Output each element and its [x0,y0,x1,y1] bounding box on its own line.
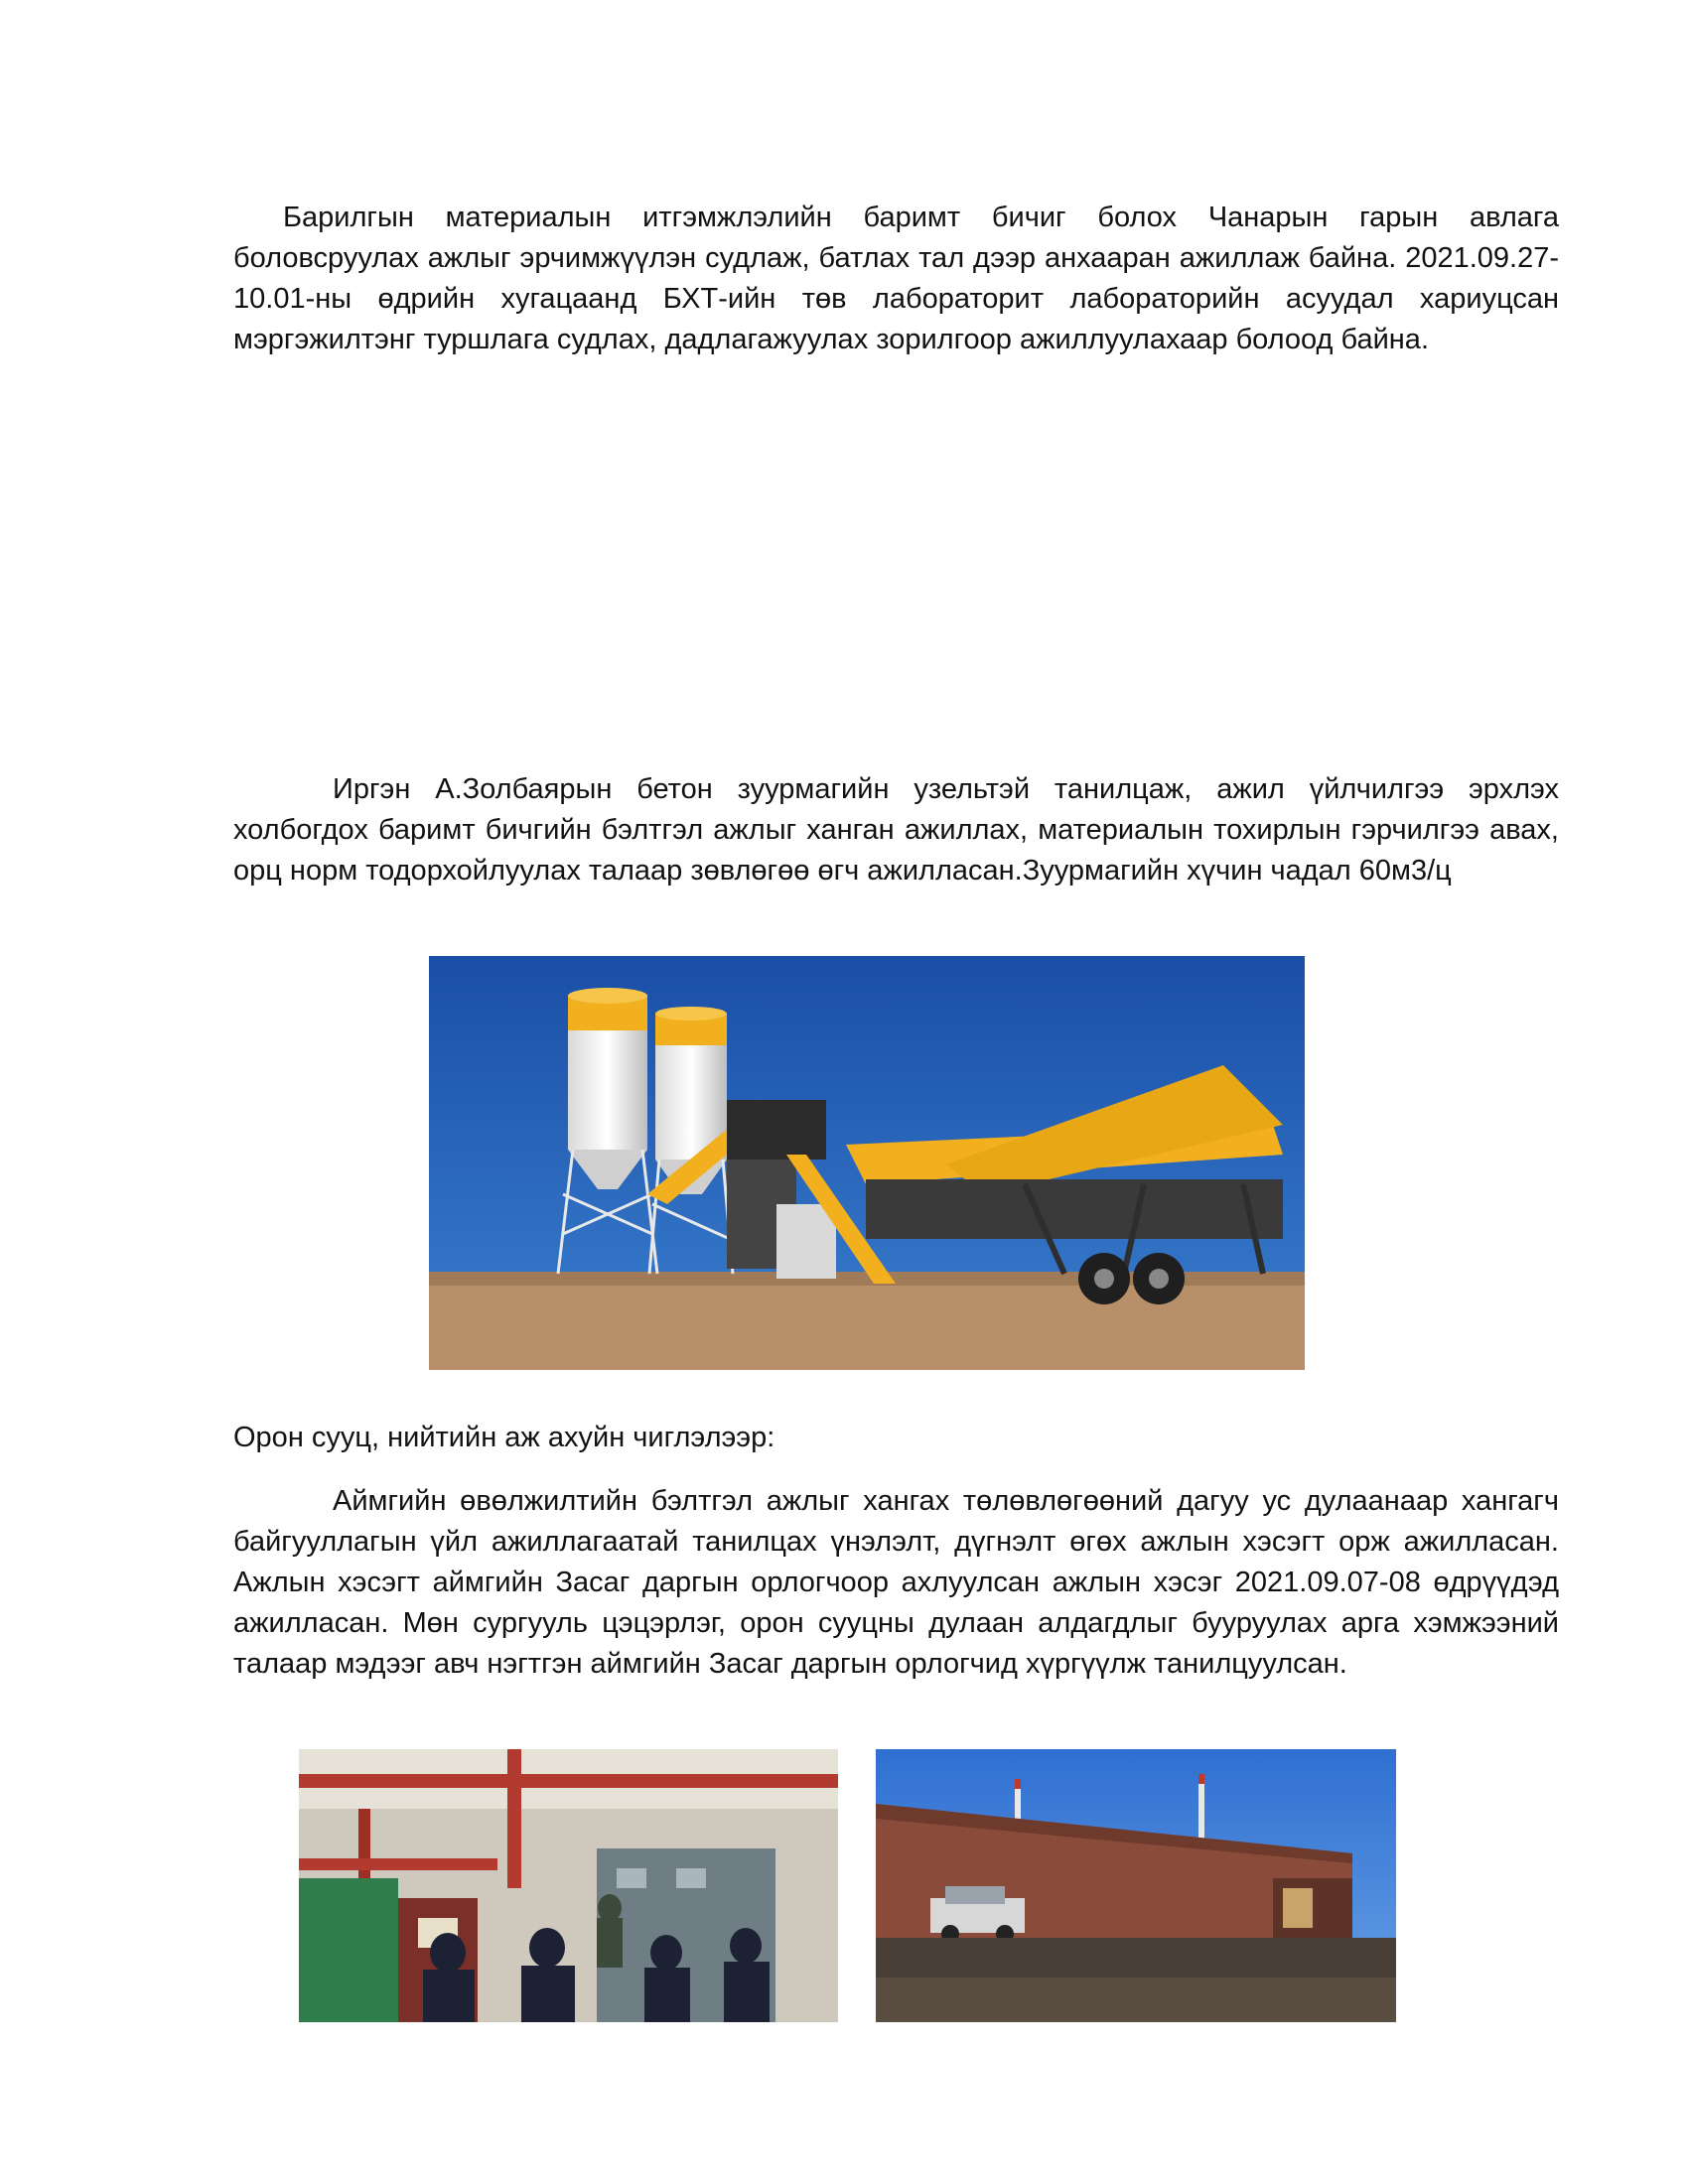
concrete-plant-photo [429,956,1305,1370]
section-heading-housing: Орон сууц, нийтийн аж ахуйн чиглэлээр: [233,1422,775,1453]
boiler-room-photo [299,1749,838,2022]
paragraph-quality-manual: Барилгын материалын итгэмжлэлийн баримт бичиг болох Чанарын гарын авлага боловсруулах ажлыг эрчимжүүлэн судлаж, батлах тал дээр анхааран ажиллаж байна. 2021.09.27-10.01-ны өдрийн хугацаанд БХТ-ийн төв лабораторит лабораторийн асуудал хариуцсан мэргэжилтэнг туршлага судлах, дадлагажуулах зорилгоор ажиллуулахаар болоод байна. [233,202,1559,355]
boiler-building-photo [876,1749,1396,2022]
paragraph-concrete-plant: Иргэн А.Золбаярын бетон зуурмагийн узельтэй танилцаж, ажил үйлчилгээ эрхлэх холбогдох баримт бичгийн бэлтгэл ажлыг ханган ажиллах, материалын тохирлын гэрчилгээ авах, орц норм тодорхойлуулах талаар зөвлөгөө өгч ажилласан.Зуурмагийн хүчин чадал 60м3/ц [233,773,1559,887]
paragraph-winter-preparation: Аймгийн өвөлжилтийн бэлтгэл ажлыг хангах төлөвлөгөөний дагуу ус дулаанаар хангагч байгууллагын үйл ажиллагаатай танилцах үнэлэлт, дүгнэлт өгөх ажлын хэсэгт орж ажилласан. Ажлын хэсэгт аймгийн Засаг даргын орлогчоор ахлуулсан ажлын хэсэг 2021.09.07-08 өдрүүдэд ажилласан. Мөн сургууль цэцэрлэг, орон сууцны дулаан алдагдлыг бууруулах арга хэмжээний талаар мэдээг авч нэгтгэн аймгийн Засаг даргын орлогчид хүргүүлж танилцуулсан. [233,1485,1559,1680]
